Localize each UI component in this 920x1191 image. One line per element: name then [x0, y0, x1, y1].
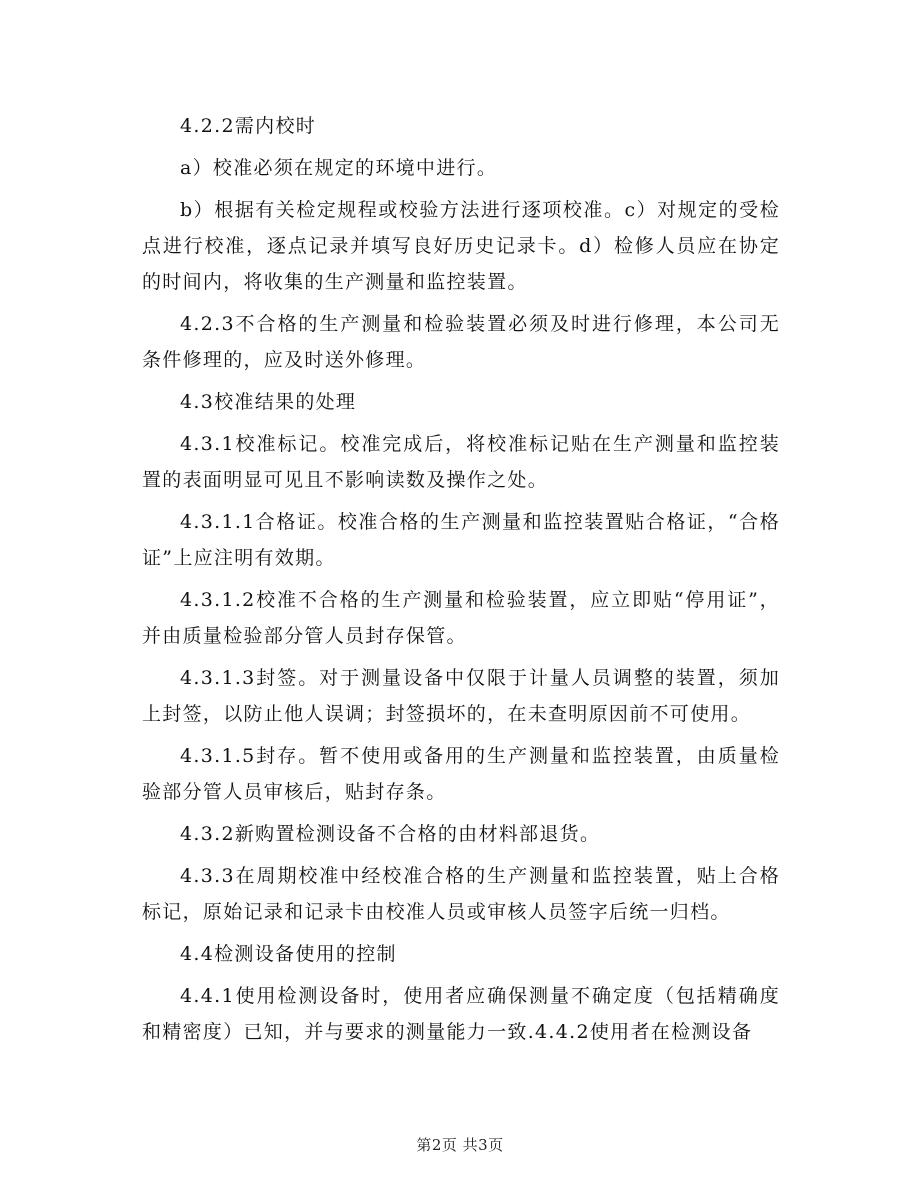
paragraph-item-a: a）校准必须在规定的环境中进行。	[180, 157, 498, 179]
paragraph-4-3-3: 4.3.3在周期校准中经校准合格的生产测量和监控装置，贴上合格标记，原始记录和记录卡由校准人员或审核人员签字后统一归档。	[142, 865, 780, 923]
paragraph-4-3-1: 4.3.1校准标记。校准完成后，将校准标记贴在生产测量和监控装置的表面明显可见且不影响读数及操作之处。	[142, 433, 780, 491]
paragraph-4-3-2: 4.3.2新购置检测设备不合格的由材料部退货。	[180, 823, 601, 845]
paragraph-4-3-1-1: 4.3.1.1合格证。校准合格的生产测量和监控装置贴合格证，“合格证”上应注明有效期。	[142, 511, 780, 569]
paragraph-4-3-1-5: 4.3.1.5封存。暂不使用或备用的生产测量和监控装置，由质量检验部分管人员审核后，贴封存条。	[142, 745, 780, 803]
section-heading-4-4: 4.4检测设备使用的控制	[180, 943, 397, 965]
document-body	[142, 108, 780, 1056]
paragraph-4-3-1-3: 4.3.1.3封签。对于测量设备中仅限于计量人员调整的装置，须加上封签，以防止他人误调；封签损坏的，在未查明原因前不可使用。	[142, 667, 780, 725]
paragraph-items-b-c-d: b）根据有关检定规程或校验方法进行逐项校准。c）对规定的受检点进行校准，逐点记录并填写良好历史记录卡。d）检修人员应在协定的时间内，将收集的生产测量和监控装置。	[142, 199, 780, 293]
page-number-footer: 第2页 共3页	[416, 1136, 504, 1154]
paragraph-4-4-1: 4.4.1使用检测设备时，使用者应确保测量不确定度（包括精确度和精密度）已知，并与要求的测量能力一致.4.4.2使用者在检测设备	[142, 985, 780, 1043]
section-heading-4-3: 4.3校准结果的处理	[180, 391, 357, 413]
paragraph-4-2-2: 4.2.2需内校时	[180, 115, 317, 137]
paragraph-4-3-1-2: 4.3.1.2校准不合格的生产测量和检验装置，应立即贴“停用证”，并由质量检验部分管人员封存保管。	[142, 589, 780, 647]
paragraph-4-2-3: 4.2.3不合格的生产测量和检验装置必须及时进行修理，本公司无条件修理的，应及时送外修理。	[142, 313, 780, 371]
